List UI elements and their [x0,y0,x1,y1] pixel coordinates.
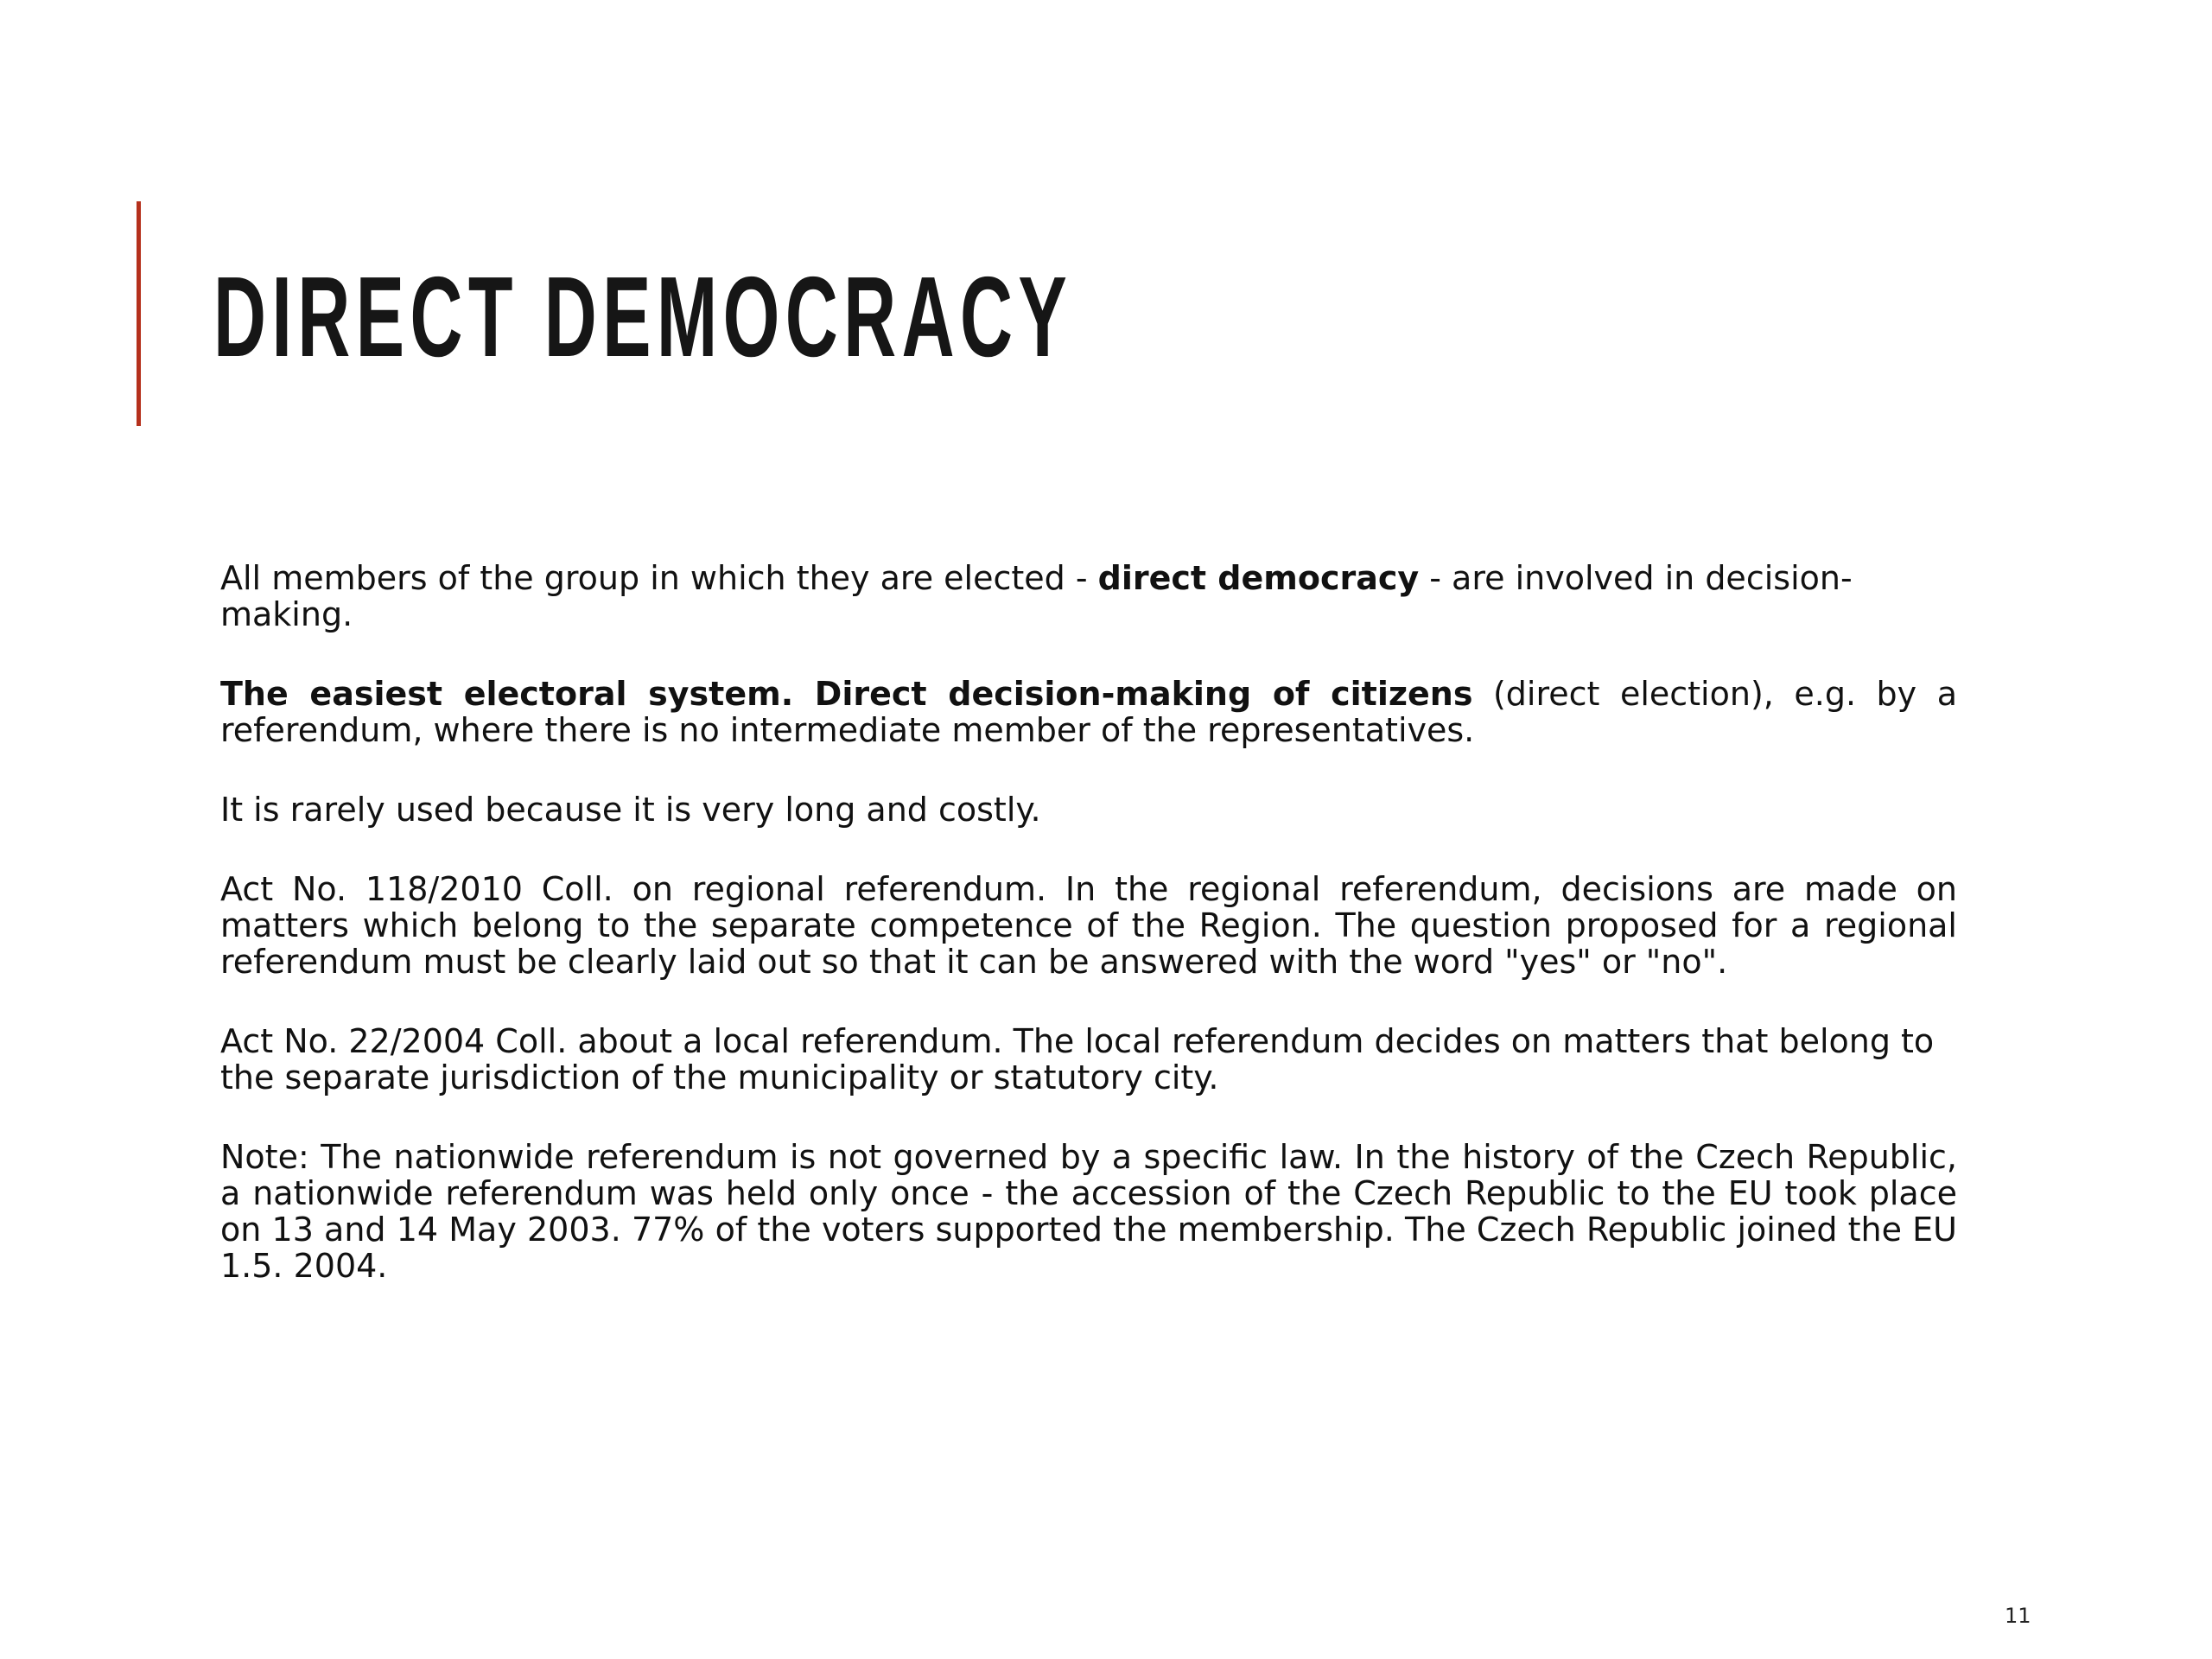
slide-title: DIRECT DEMOCRACY [213,253,1073,380]
slide-body [220,560,1957,1327]
paragraph-text: All members of the group in which they are elected - [220,559,1098,597]
paragraph-emphasis: direct democracy [1097,559,1420,597]
page-number: 11 [2005,1604,2031,1628]
title-accent-bar [137,201,141,426]
paragraph-note: Note: The nationwide referendum is not governed by a specific law. In the history of the Czech Republic, a nationwide referendum was held only once - the accession of the Czech Republic to the EU took place on 13 and 14 May 2003. 77% of the voters supported the membership. The Czech Republic joined the EU 1.5. 2004. [220,1138,1957,1285]
paragraph-usage: It is rarely used because it is very long and costly. [220,791,1041,829]
paragraph-text: - are involved in decision-making. [220,559,1853,633]
paragraph-definition [220,560,1957,632]
paragraph-electoral-system [220,676,1957,748]
paragraph-text: (direct election), e.g. by a referendum, where there is no intermediate member of the representatives. [220,675,1957,749]
paragraph-regional-referendum: Act No. 118/2010 Coll. on regional referendum. In the regional referendum, decisions are made on matters which belong to the separate competence of the Region. The question proposed for a regional referendum must be clearly laid out so that it can be answered with the word "yes" or "no". [220,870,1957,981]
paragraph-local-referendum: Act No. 22/2004 Coll. about a local referendum. The local referendum decides on matters that belong to the separate jurisdiction of the municipality or statutory city. [220,1022,1935,1096]
paragraph-emphasis: The easiest electoral system. Direct decision-making of citizens [220,675,1473,713]
